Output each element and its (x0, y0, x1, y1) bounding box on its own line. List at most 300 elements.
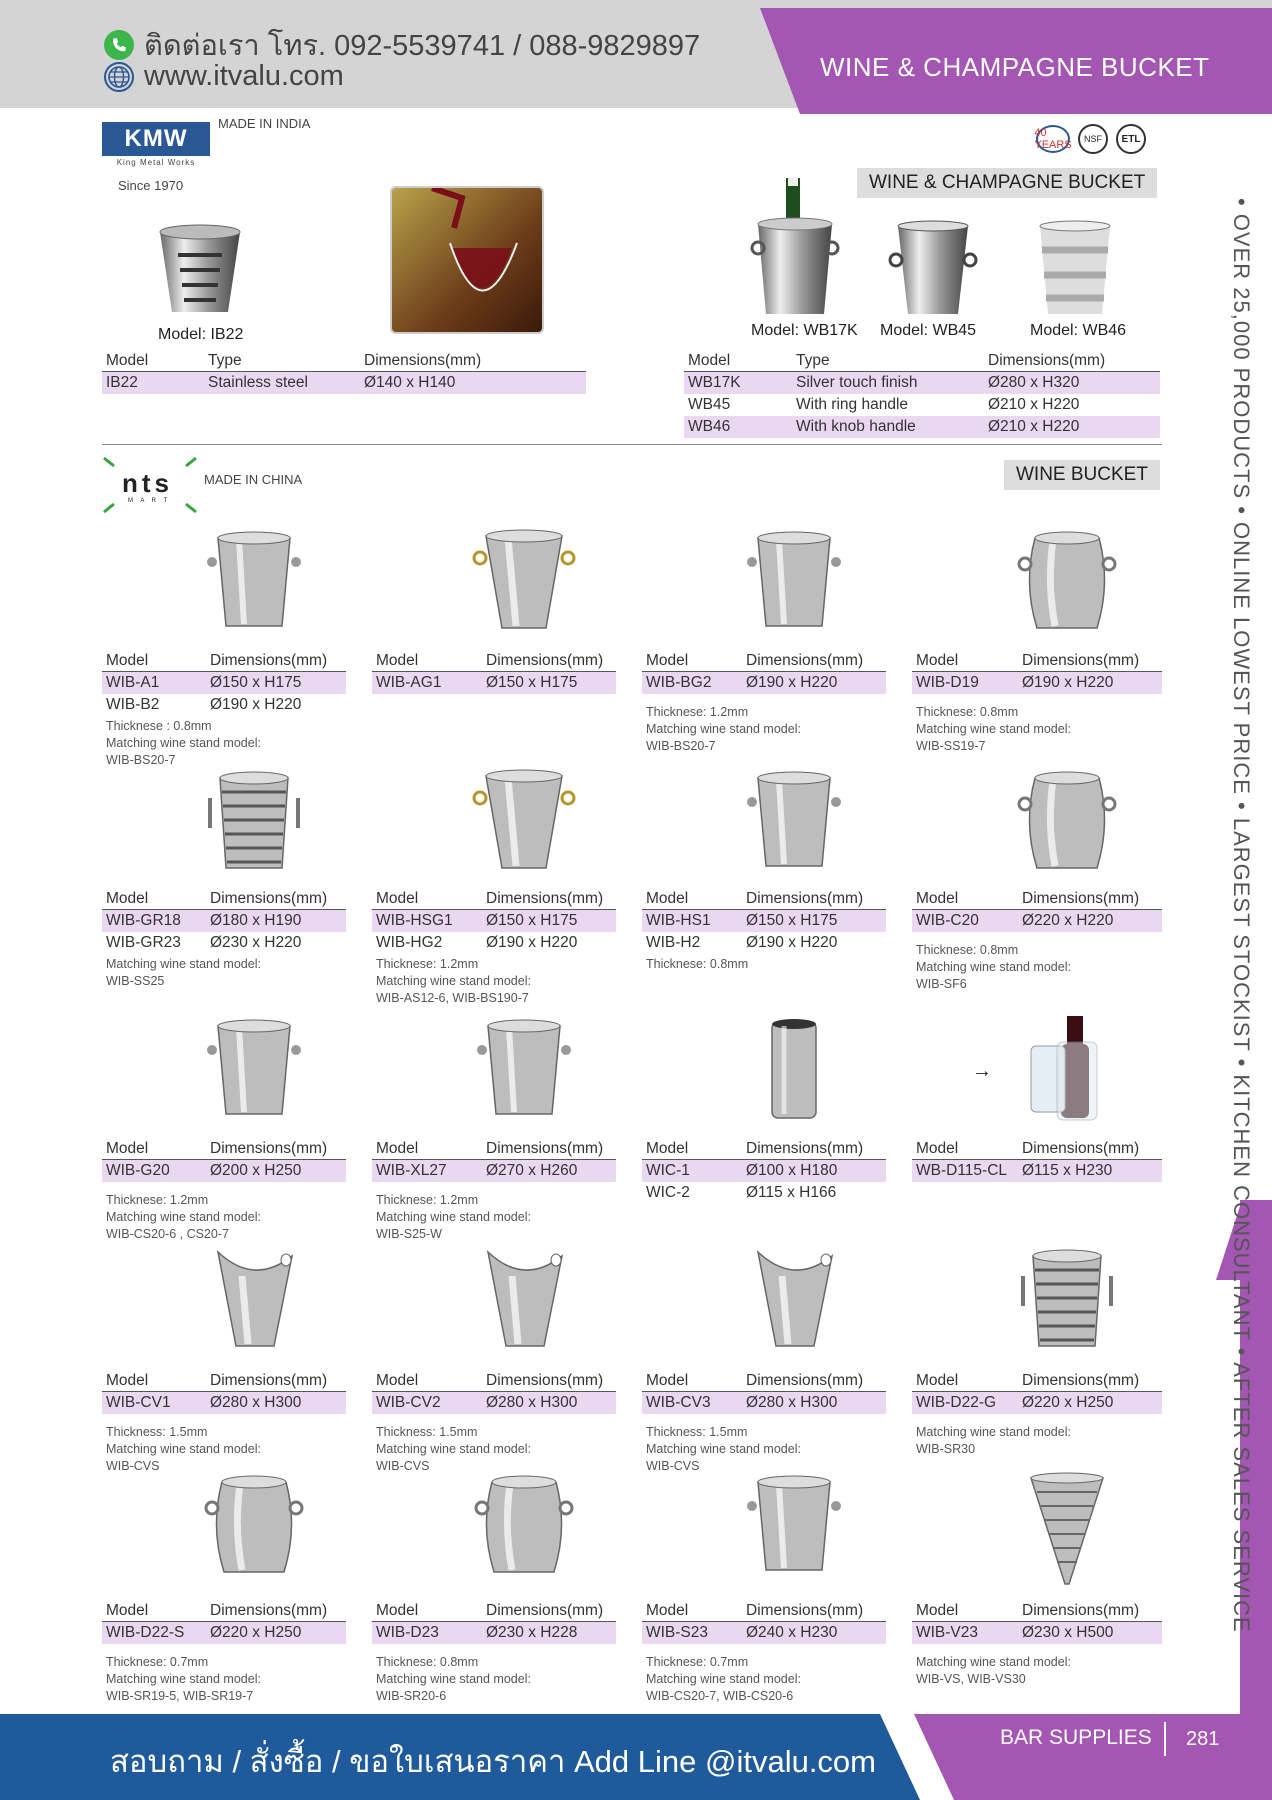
contact-text: ติดต่อเรา โทร. 092-5539741 / 088-9829897 (144, 30, 701, 62)
cell-model: WIB-D19 (916, 674, 979, 691)
product-notes (102, 1192, 346, 1243)
cell-dimensions: Ø115 x H230 (1022, 1162, 1113, 1179)
cell-model: WIB-CV3 (646, 1394, 711, 1411)
col-model: Model (916, 652, 959, 669)
table-row (642, 1392, 886, 1414)
col-dimensions: Dimensions(mm) (1022, 890, 1140, 907)
product-image-wib-gr18-wib-gr23 (199, 768, 309, 884)
nsf-badge: NSF (1078, 124, 1108, 154)
cell-model: WB46 (688, 418, 731, 435)
cell-dimensions: Ø230 x H220 (210, 934, 302, 951)
col-model: Model (646, 890, 689, 907)
table-header (642, 1372, 886, 1392)
product-table-wib-xl27 (372, 1140, 616, 1243)
table-header (102, 652, 346, 672)
cell-model: WB17K (688, 374, 741, 391)
product-image-wb45 (888, 220, 978, 320)
product-image-wib-cv3 (739, 1246, 849, 1362)
product-image-wb17k (750, 178, 840, 318)
product-image-wb-d115-cl (1012, 1016, 1122, 1132)
nts-logo-text: nts (122, 468, 173, 498)
product-image-wib-c20 (1012, 768, 1122, 884)
table-header (372, 1602, 616, 1622)
col-dimensions: Dimensions(mm) (210, 1372, 328, 1389)
cell-dimensions: Ø180 x H190 (210, 912, 302, 929)
cell-dimensions: Ø280 x H300 (210, 1394, 302, 1411)
side-tagline: • OVER 25,000 PRODUCTS • ONLINE LOWEST PRICE • LARGEST STOCKIST • KITCHEN CONSULTANT • AFTER SALES SERVICE (1229, 198, 1254, 1633)
table-header (642, 652, 886, 672)
note-line: Matching wine stand model: (376, 1210, 531, 1224)
note-line: Thicknese: 1.2mm (646, 705, 749, 719)
table-header (102, 1140, 346, 1160)
table-row (642, 910, 886, 932)
table-header (372, 1140, 616, 1160)
col-dimensions: Dimensions(mm) (988, 352, 1106, 369)
product-table-wib-s23 (642, 1602, 886, 1705)
cell-dimensions: Ø210 x H220 (988, 418, 1080, 435)
col-dimensions: Dimensions(mm) (746, 1372, 864, 1389)
cell-model: WIC-2 (646, 1184, 690, 1201)
table-row (102, 1392, 346, 1414)
table-header (642, 1602, 886, 1622)
product-notes (372, 1192, 616, 1243)
cell-dimensions: Ø280 x H320 (988, 374, 1080, 391)
table-row (642, 1160, 886, 1182)
cell-type: With knob handle (796, 418, 916, 435)
table-row (102, 910, 346, 932)
note-line: WIB-CS20-6 , CS20-7 (106, 1227, 229, 1241)
note-line: Thicknese: 0.8mm (916, 943, 1019, 957)
col-model: Model (106, 1602, 149, 1619)
table-row (102, 694, 346, 716)
product-image-wib-d23 (469, 1472, 579, 1588)
section-tag-wine-champagne: WINE & CHAMPAGNE BUCKET (857, 168, 1157, 198)
col-dimensions: Dimensions(mm) (210, 1140, 328, 1157)
product-image-wb46 (1030, 220, 1120, 320)
product-notes (642, 956, 886, 973)
section-divider (102, 444, 1162, 445)
note-line: Matching wine stand model: (646, 1672, 801, 1686)
cell-dimensions: Ø190 x H220 (1022, 674, 1114, 691)
col-dimensions: Dimensions(mm) (746, 1140, 864, 1157)
cell-model: WIB-C20 (916, 912, 979, 929)
note-line: WIB-SS19-7 (916, 739, 986, 753)
footer-line-contact[interactable]: สอบถาม / สั่งซื้อ / ขอใบเสนอราคา Add Line @itvalu.com (110, 1744, 876, 1779)
product-image-wic-1-wic-2 (739, 1016, 849, 1132)
cell-dimensions: Ø200 x H250 (210, 1162, 302, 1179)
product-notes (642, 704, 886, 755)
product-image-wib-s23 (739, 1472, 849, 1588)
col-model: Model (376, 1602, 419, 1619)
table-header (642, 1140, 886, 1160)
col-dimensions: Dimensions(mm) (210, 890, 328, 907)
product-image-ib22 (150, 220, 250, 320)
wine-pour-photo (390, 186, 544, 334)
cell-model: WIB-D22-G (916, 1394, 997, 1411)
col-model: Model (106, 652, 149, 669)
table-row (102, 1160, 346, 1182)
etl-badge: ETL (1116, 124, 1146, 154)
col-dimensions: Dimensions(mm) (746, 890, 864, 907)
table-row (372, 672, 616, 694)
cell-model: IB22 (106, 374, 138, 391)
table-header (912, 652, 1162, 672)
table-header (102, 890, 346, 910)
col-model: Model (646, 1372, 689, 1389)
product-notes (372, 1654, 616, 1705)
note-line: Thickness: 1.5mm (376, 1425, 478, 1439)
product-table-wib-cv3 (642, 1372, 886, 1475)
table-header (912, 890, 1162, 910)
note-line: WIB-SR19-5, WIB-SR19-7 (106, 1689, 254, 1703)
cell-model: WIB-GR23 (106, 934, 181, 951)
product-table-wib-gr18-wib-gr23 (102, 890, 346, 990)
note-line: WIB-BS20-7 (646, 739, 716, 753)
note-line: Matching wine stand model: (916, 1655, 1071, 1669)
cell-dimensions: Ø230 x H500 (1022, 1624, 1114, 1641)
product-notes (912, 1424, 1162, 1458)
table-row (642, 672, 886, 694)
note-line: Thicknese: 1.2mm (376, 1193, 479, 1207)
product-table-wib-cv2 (372, 1372, 616, 1475)
note-line: Thickness: 1.5mm (106, 1425, 208, 1439)
product-image-wib-bg2 (739, 528, 849, 644)
footer-divider (1164, 1722, 1166, 1756)
col-model: Model (106, 890, 149, 907)
globe-icon (104, 62, 134, 92)
note-line: WIB-CVS (376, 1459, 430, 1473)
col-dimensions: Dimensions(mm) (746, 1602, 864, 1619)
note-line: WIB-CVS (106, 1459, 160, 1473)
table-header (102, 1602, 346, 1622)
note-line: WIB-AS12-6, WIB-BS190-7 (376, 991, 529, 1005)
cell-dimensions: Ø150 x H175 (746, 912, 838, 929)
table-row (372, 910, 616, 932)
table-row (372, 1622, 616, 1644)
product-table-wib-d23 (372, 1602, 616, 1705)
table-row (642, 1182, 886, 1204)
cell-dimensions: Ø270 x H260 (486, 1162, 578, 1179)
note-line: Thicknese: 1.2mm (376, 957, 479, 971)
col-model: Model (916, 890, 959, 907)
table-row (372, 1392, 616, 1414)
cell-model: WIB-D23 (376, 1624, 439, 1641)
col-dimensions: Dimensions(mm) (1022, 652, 1140, 669)
table-header (912, 1602, 1162, 1622)
cell-dimensions: Ø190 x H220 (746, 674, 838, 691)
table-header (372, 652, 616, 672)
col-model: Model (376, 1140, 419, 1157)
cell-dimensions: Ø210 x H220 (988, 396, 1080, 413)
col-model: Model (916, 1372, 959, 1389)
table-header (102, 1372, 346, 1392)
cell-model: WIB-CV2 (376, 1394, 441, 1411)
website-line (104, 60, 344, 93)
note-line: Thicknese: 0.7mm (646, 1655, 749, 1669)
kmw-since: Since 1970 (118, 178, 184, 193)
product-notes (642, 1654, 886, 1705)
caption-wb46: Model: WB46 (1030, 322, 1127, 339)
note-line: Matching wine stand model: (106, 1210, 261, 1224)
note-line: WIB-SS25 (106, 974, 165, 988)
cell-dimensions: Ø190 x H220 (486, 934, 578, 951)
product-image-wib-d22-s (199, 1472, 309, 1588)
cell-type: Stainless steel (208, 374, 308, 391)
years-badge: 40 YEARS (1034, 127, 1072, 151)
arrow-right-icon: → (972, 1060, 992, 1082)
col-dimensions: Dimensions(mm) (486, 1140, 604, 1157)
product-image-wib-ag1 (469, 528, 579, 644)
cell-dimensions: Ø150 x H175 (486, 674, 578, 691)
cell-model: WIB-V23 (916, 1624, 979, 1641)
cell-dimensions: Ø280 x H300 (746, 1394, 838, 1411)
note-line: Matching wine stand model: (106, 736, 261, 750)
product-notes (372, 1424, 616, 1475)
col-model: Model (376, 890, 419, 907)
cell-model: WIB-XL27 (376, 1162, 447, 1179)
col-dimensions: Dimensions(mm) (486, 890, 604, 907)
table-row (372, 1160, 616, 1182)
product-table-wic-1-wic-2 (642, 1140, 886, 1204)
note-line: Matching wine stand model: (106, 1672, 261, 1686)
cell-type: With ring handle (796, 396, 909, 413)
col-model: Model (646, 1602, 689, 1619)
product-image-wib-hs1-wib-h2 (739, 768, 849, 884)
note-line: Matching wine stand model: (106, 1442, 261, 1456)
table-row (684, 394, 1160, 416)
cell-dimensions: Ø220 x H250 (1022, 1394, 1114, 1411)
cell-dimensions: Ø140 x H140 (364, 374, 456, 391)
col-dimensions: Dimensions(mm) (486, 652, 604, 669)
cell-model: WB-D115-CL (916, 1162, 1008, 1179)
col-dimensions: Dimensions(mm) (1022, 1140, 1140, 1157)
table-row (912, 910, 1162, 932)
table-header (372, 890, 616, 910)
product-notes (912, 1654, 1162, 1688)
product-image-wib-cv2 (469, 1246, 579, 1362)
table-row (684, 372, 1160, 394)
cell-dimensions: Ø220 x H250 (210, 1624, 302, 1641)
footer-section-name: BAR SUPPLIES (1000, 1726, 1152, 1749)
cell-model: WIC-1 (646, 1162, 690, 1179)
table-header (642, 890, 886, 910)
col-model: Model (106, 1372, 149, 1389)
note-line: WIB-BS20-7 (106, 753, 176, 767)
note-line: Matching wine stand model: (646, 1442, 801, 1456)
product-table-wib-d19 (912, 652, 1162, 755)
table-header (684, 352, 1160, 372)
table-wb (684, 352, 1160, 438)
note-line: Matching wine stand model: (646, 722, 801, 736)
cell-model: WIB-AG1 (376, 674, 442, 691)
caption-wb17k: Model: WB17K (751, 322, 858, 339)
col-dimensions: Dimensions(mm) (364, 352, 482, 369)
product-image-wib-d19 (1012, 528, 1122, 644)
nts-made-in: MADE IN CHINA (204, 472, 303, 487)
table-row (102, 372, 586, 394)
cell-dimensions: Ø190 x H220 (746, 934, 838, 951)
table-row (912, 1622, 1162, 1644)
col-dimensions: Dimensions(mm) (486, 1372, 604, 1389)
col-model: Model (646, 1140, 689, 1157)
product-table-wib-bg2 (642, 652, 886, 755)
kmw-logo-text: KMW (124, 125, 188, 152)
nts-logo (102, 456, 198, 514)
product-notes (102, 1654, 346, 1705)
product-notes (102, 1424, 346, 1475)
product-notes (912, 704, 1162, 755)
product-table-wib-g20 (102, 1140, 346, 1243)
col-model: Model (916, 1140, 959, 1157)
col-model: Model (688, 352, 731, 369)
product-notes (912, 942, 1162, 993)
cell-model: WB45 (688, 396, 731, 413)
table-header (912, 1372, 1162, 1392)
col-dimensions: Dimensions(mm) (1022, 1602, 1140, 1619)
col-model: Model (376, 1372, 419, 1389)
cell-type: Silver touch finish (796, 374, 918, 391)
note-line: Thicknese: 1.2mm (106, 1193, 209, 1207)
table-row (642, 932, 886, 954)
cell-model: WIB-S23 (646, 1624, 709, 1641)
product-table-wib-a1-wib-b2 (102, 652, 346, 769)
product-image-wib-g20 (199, 1016, 309, 1132)
caption-ib22: Model: IB22 (158, 326, 244, 343)
cert-logos (1036, 124, 1146, 154)
product-image-wib-xl27 (469, 1016, 579, 1132)
note-line: WIB-S25-W (376, 1227, 442, 1241)
product-image-wib-a1-wib-b2 (199, 528, 309, 644)
cell-dimensions: Ø240 x H230 (746, 1624, 838, 1641)
page-number: 281 (1186, 1728, 1220, 1750)
note-line: Matching wine stand model: (916, 722, 1071, 736)
note-line: WIB-CVS (646, 1459, 700, 1473)
cell-model: WIB-H2 (646, 934, 701, 951)
note-line: Matching wine stand model: (376, 1442, 531, 1456)
col-dimensions: Dimensions(mm) (210, 652, 328, 669)
note-line: Thicknese: 0.8mm (646, 957, 749, 971)
col-dimensions: Dimensions(mm) (746, 652, 864, 669)
product-table-wib-hsg1-wib-hg2 (372, 890, 616, 1007)
table-row (102, 932, 346, 954)
cell-model: WIB-CV1 (106, 1394, 171, 1411)
product-table-wib-c20 (912, 890, 1162, 993)
product-notes (102, 718, 346, 769)
table-ib22 (102, 352, 586, 394)
note-line: Thicknese: 0.7mm (106, 1655, 209, 1669)
product-notes (102, 956, 346, 990)
product-notes (372, 956, 616, 1007)
cell-dimensions: Ø220 x H220 (1022, 912, 1114, 929)
table-row (912, 1392, 1162, 1414)
col-dimensions: Dimensions(mm) (486, 1602, 604, 1619)
col-model: Model (106, 352, 149, 369)
note-line: Thicknese : 0.8mm (106, 719, 212, 733)
table-row (372, 932, 616, 954)
kmw-logo (102, 122, 210, 156)
page-title: WINE & CHAMPAGNE BUCKET (820, 52, 1210, 82)
product-table-wib-ag1 (372, 652, 616, 694)
website-link[interactable]: www.itvalu.com (144, 60, 344, 92)
cell-model: WIB-GR18 (106, 912, 181, 929)
cell-dimensions: Ø115 x H166 (746, 1184, 837, 1201)
cell-model: WIB-BG2 (646, 674, 712, 691)
note-line: WIB-SR30 (916, 1442, 976, 1456)
table-row (102, 1622, 346, 1644)
col-dimensions: Dimensions(mm) (210, 1602, 328, 1619)
cell-dimensions: Ø230 x H228 (486, 1624, 578, 1641)
product-table-wb-d115-cl (912, 1140, 1162, 1182)
product-table-wib-d22-s (102, 1602, 346, 1705)
product-image-wib-d22-g (1012, 1246, 1122, 1362)
note-line: Thicknese: 0.8mm (376, 1655, 479, 1669)
nts-logo-sub: M A R T (128, 498, 171, 504)
table-row (684, 416, 1160, 438)
product-table-wib-d22-g (912, 1372, 1162, 1458)
note-line: Matching wine stand model: (376, 1672, 531, 1686)
note-line: Matching wine stand model: (916, 1425, 1071, 1439)
caption-wb45: Model: WB45 (880, 322, 977, 339)
note-line: WIB-SF6 (916, 977, 967, 991)
note-line: Matching wine stand model: (916, 960, 1071, 974)
product-table-wib-v23 (912, 1602, 1162, 1688)
table-header (372, 1372, 616, 1392)
cell-model: WIB-HG2 (376, 934, 443, 951)
table-row (912, 1160, 1162, 1182)
product-image-wib-cv1 (199, 1246, 309, 1362)
product-table-wib-hs1-wib-h2 (642, 890, 886, 973)
cell-dimensions: Ø150 x H175 (210, 674, 302, 691)
note-line: Matching wine stand model: (376, 974, 531, 988)
product-image-wib-hsg1-wib-hg2 (469, 768, 579, 884)
product-image-wib-v23 (1012, 1472, 1122, 1588)
kmw-logo-sub: King Metal Works (116, 158, 196, 167)
col-model: Model (646, 652, 689, 669)
note-line: Thicknese: 0.8mm (916, 705, 1019, 719)
table-row (642, 1622, 886, 1644)
note-line: WIB-SR20-6 (376, 1689, 447, 1703)
col-type: Type (796, 352, 830, 369)
table-header (102, 352, 586, 372)
cell-dimensions: Ø280 x H300 (486, 1394, 578, 1411)
table-row (102, 672, 346, 694)
cell-model: WIB-HS1 (646, 912, 711, 929)
kmw-made-in: MADE IN INDIA (218, 116, 311, 131)
table-row (912, 672, 1162, 694)
col-model: Model (376, 652, 419, 669)
note-line: WIB-VS, WIB-VS30 (916, 1672, 1026, 1686)
phone-icon (104, 30, 134, 60)
col-model: Model (106, 1140, 149, 1157)
section-tag-wine-bucket: WINE BUCKET (1004, 460, 1160, 490)
cell-model: WIB-HSG1 (376, 912, 453, 929)
cell-dimensions: Ø190 x H220 (210, 696, 302, 713)
note-line: WIB-CS20-7, WIB-CS20-6 (646, 1689, 794, 1703)
note-line: Thickness: 1.5mm (646, 1425, 748, 1439)
cell-dimensions: Ø100 x H180 (746, 1162, 838, 1179)
cell-dimensions: Ø150 x H175 (486, 912, 578, 929)
col-type: Type (208, 352, 242, 369)
cell-model: WIB-A1 (106, 674, 160, 691)
product-notes (642, 1424, 886, 1475)
cell-model: WIB-G20 (106, 1162, 170, 1179)
cell-model: WIB-D22-S (106, 1624, 185, 1641)
table-header (912, 1140, 1162, 1160)
col-model: Model (916, 1602, 959, 1619)
cell-model: WIB-B2 (106, 696, 160, 713)
product-table-wib-cv1 (102, 1372, 346, 1475)
col-dimensions: Dimensions(mm) (1022, 1372, 1140, 1389)
